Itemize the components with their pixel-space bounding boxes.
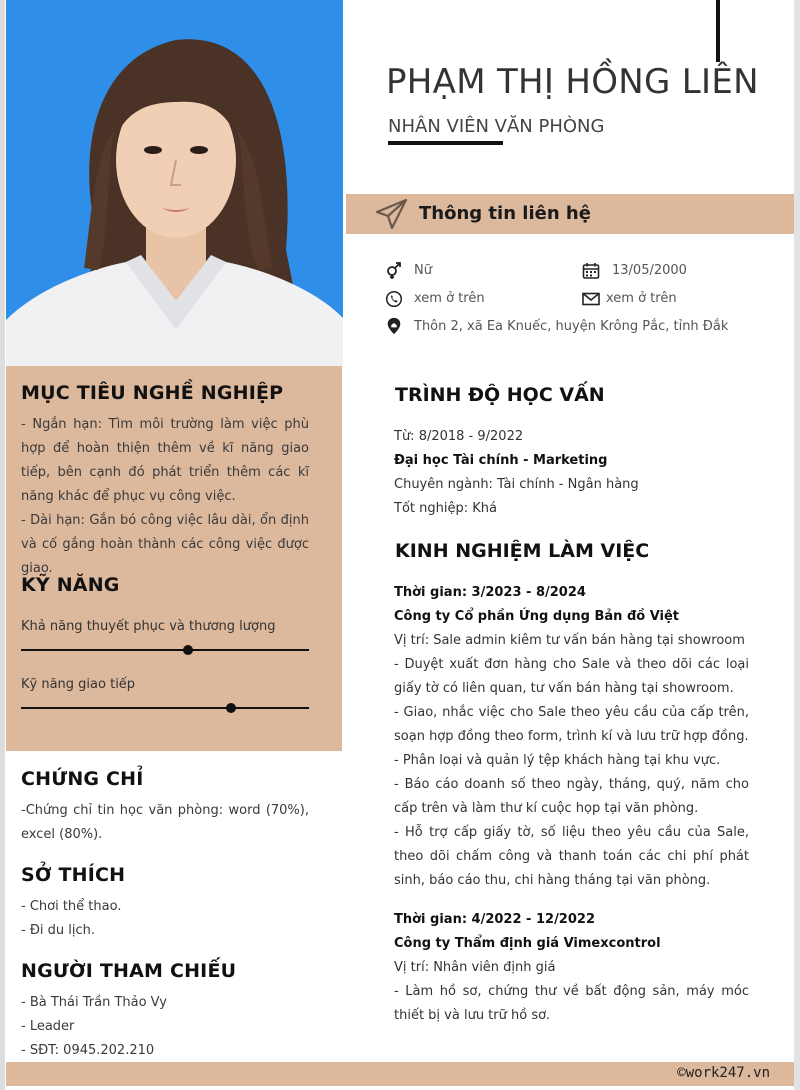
job-duty: - Duyệt xuất đơn hàng cho Sale và theo dõi các loại giấy tờ có liên quan, tư vấn bán hàng tại showroom.: [394, 657, 749, 696]
phone-icon: [385, 290, 403, 308]
decorative-top-line: [716, 0, 720, 62]
skill-label: Khả năng thuyết phục và thương lượng: [21, 619, 276, 634]
job-title: NHÂN VIÊN VĂN PHÒNG: [388, 116, 605, 137]
job-duty: - Báo cáo doanh số theo ngày, tháng, quý, năm cho cấp trên và làm thư kí cuộc họp tại văn phòng.: [394, 777, 749, 816]
job-company: Công ty Cổ phần Ứng dụng Bản đồ Việt: [394, 609, 680, 624]
phone-value: xem ở trên: [414, 291, 485, 306]
education-school: Đại học Tài chính - Marketing: [394, 453, 608, 468]
gender-icon: [385, 262, 403, 280]
hobby-item: - Chơi thể thao.: [21, 899, 122, 914]
profile-photo: [6, 0, 343, 366]
education-period: Từ: 8/2018 - 9/2022: [394, 429, 524, 444]
objective-title: MỤC TIÊU NGHỀ NGHIỆP: [21, 382, 284, 404]
skill-bar: [21, 707, 309, 709]
skill-label: Kỹ năng giao tiếp: [21, 677, 136, 692]
portrait-illustration: [6, 0, 343, 366]
watermark: ©work247.vn: [677, 1065, 770, 1081]
job-position: Vị trí: Nhân viên định giá: [394, 960, 556, 975]
job-period: Thời gian: 3/2023 - 8/2024: [394, 585, 586, 600]
skill-level-marker: [183, 645, 193, 655]
objective-text: - Ngắn hạn: Tìm môi trường làm việc phù hợp để hoàn thiện thêm về kĩ năng giao tiếp, bên cạnh đó phát triển thêm các kĩ năng khác để phục vụ công việc. - Dài hạn: Gắn bó công việc lâu dài, ổn định và cố gắng hoàn thành các công việc được giao.: [21, 417, 309, 576]
hobby-item: - Đi du lịch.: [21, 923, 96, 938]
experience-title: KINH NGHIỆM LÀM VIỆC: [395, 540, 650, 562]
skills-title: KỸ NĂNG: [21, 574, 120, 596]
education-title: TRÌNH ĐỘ HỌC VẤN: [395, 384, 605, 406]
job-duty: - Hỗ trợ cấp giấy tờ, số liệu theo yêu cầu của Sale, theo dõi chấm công và thanh toán các chi phí phát sinh, báo cáo thu, chi hàng tháng tại văn phòng.: [394, 825, 749, 888]
education-major: Chuyên ngành: Tài chính - Ngân hàng: [394, 477, 639, 492]
hobbies-title: SỞ THÍCH: [21, 864, 126, 886]
page-border-left: [0, 0, 5, 1090]
certificates-text: -Chứng chỉ tin học văn phòng: word (70%), excel (80%).: [21, 803, 309, 842]
calendar-icon: [582, 262, 600, 280]
education-grade: Tốt nghiệp: Khá: [394, 501, 497, 516]
job-company: Công ty Thẩm định giá Vimexcontrol: [394, 936, 661, 951]
reference-item: - SĐT: 0945.202.210: [21, 1043, 155, 1058]
gender-value: Nữ: [414, 263, 432, 278]
certificates-title: CHỨNG CHỈ: [21, 768, 144, 790]
job-position: Vị trí: Sale admin kiêm tư vấn bán hàng tại showroom: [394, 633, 745, 648]
job-duty: - Làm hồ sơ, chứng thư về bất động sản, máy móc thiết bị và lưu trữ hồ sơ.: [394, 984, 749, 1023]
envelope-icon: [582, 290, 600, 308]
birthdate-value: 13/05/2000: [612, 263, 687, 278]
contact-section-header: [346, 194, 794, 234]
skill-bar: [21, 649, 309, 651]
job-duty: - Phân loại và quản lý tệp khách hàng tại khu vực.: [394, 753, 721, 768]
job-period: Thời gian: 4/2022 - 12/2022: [394, 912, 595, 927]
candidate-name: PHẠM THỊ HỒNG LIÊN: [386, 62, 759, 102]
location-pin-icon: [385, 317, 403, 335]
job-duty: - Giao, nhắc việc cho Sale theo yêu cầu của cấp trên, soạn hợp đồng theo form, trình kí và lưu trữ hợp đồng.: [394, 705, 749, 744]
contact-title: Thông tin liên hệ: [419, 203, 591, 224]
page-border-right: [794, 0, 800, 1090]
email-value: xem ở trên: [606, 291, 677, 306]
address-value: Thôn 2, xã Ea Knuếc, huyện Krông Pắc, tỉnh Đắk: [414, 319, 729, 334]
job-title-underline: [388, 141, 503, 145]
references-title: NGƯỜI THAM CHIẾU: [21, 960, 237, 982]
footer-bar: [6, 1062, 794, 1086]
reference-item: - Leader: [21, 1019, 75, 1034]
reference-item: - Bà Thái Trần Thảo Vy: [21, 995, 167, 1010]
paper-plane-icon: [374, 198, 408, 230]
